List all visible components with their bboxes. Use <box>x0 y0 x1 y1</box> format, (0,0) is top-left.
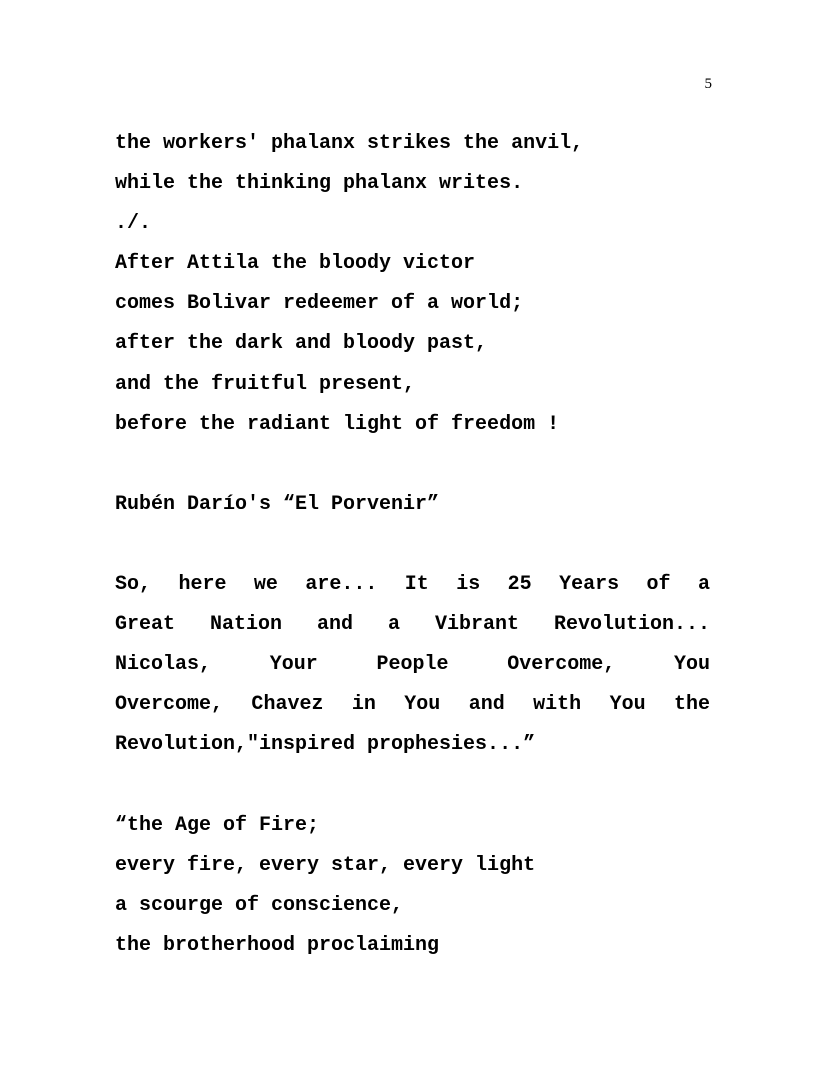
text-line: every fire, every star, every light <box>115 853 536 877</box>
text-line: Overcome, Chavez in You and with You the <box>115 693 710 717</box>
poem-body <box>115 128 710 970</box>
stanza-two <box>115 810 710 970</box>
text-line: comes Bolivar redeemer of a world; <box>115 292 524 316</box>
stanza-one <box>115 128 710 449</box>
page-number: 5 <box>704 76 712 92</box>
text-line: the brotherhood proclaiming <box>115 933 440 957</box>
blank-line <box>115 529 710 569</box>
text-line: After Attila the bloody victor <box>115 252 476 276</box>
blank-line <box>115 449 710 489</box>
blank-line <box>115 770 710 810</box>
text-line: “the Age of Fire; <box>115 813 320 837</box>
text-line: the workers' phalanx strikes the anvil, <box>115 132 584 155</box>
text-line: a scourge of conscience, <box>115 893 404 917</box>
text-line: Great Nation and a Vibrant Revolution... <box>115 613 710 637</box>
text-line: after the dark and bloody past, <box>115 332 488 356</box>
attribution-line: Rubén Darío's “El Porvenir” <box>115 492 440 516</box>
prose-paragraph <box>115 569 710 769</box>
text-line: So, here we are... It is 25 Years of a <box>115 573 710 597</box>
text-line: while the thinking phalanx writes. <box>115 172 524 196</box>
text-line: Revolution,"inspired prophesies...” <box>115 733 536 757</box>
text-line: and the fruitful present, <box>115 372 416 396</box>
text-line: before the radiant light of freedom ! <box>115 412 560 436</box>
text-line: Nicolas, Your People Overcome, You <box>115 653 710 677</box>
text-line: ./. <box>115 212 152 236</box>
